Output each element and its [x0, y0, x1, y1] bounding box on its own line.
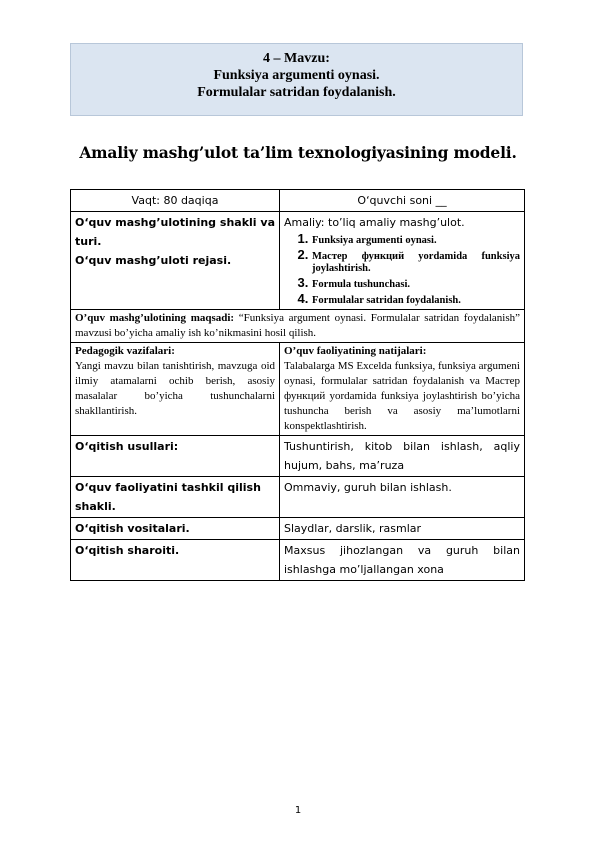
- topic-line-1: Funksiya argumenti oynasi.: [213, 68, 380, 83]
- row-label: O‘quv faoliyatini tashkil qilish shakli.: [71, 477, 280, 518]
- form-value-cell: [280, 212, 525, 310]
- form-label-cell: [71, 212, 280, 310]
- results-cell: [280, 343, 525, 436]
- table-row: [71, 540, 525, 581]
- table-row: [71, 477, 525, 518]
- results-label: O’quv faoliyatining natijalari:: [284, 345, 427, 357]
- list-item: 4. Formulalar satridan foydalanish.: [312, 293, 520, 307]
- lesson-model-table: [70, 189, 525, 581]
- table-row-form: [71, 212, 525, 310]
- form-value: Amaliy: to’liq amaliy mashg’ulot.: [284, 216, 465, 229]
- time-cell: Vaqt: 80 daqiqa: [71, 190, 280, 212]
- table-row-tasks: [71, 343, 525, 436]
- goal-text: “Funksiya argument oynasi. Formulalar satridan foydalanish” mavzusi bo’yicha amaliy ish ko’nikmasini hosil qilish.: [75, 312, 520, 339]
- list-item: 2. Мастер функций yordamida funksiya joylashtirish.: [312, 249, 520, 275]
- form-type-label: O‘quv mashg’ulotining shakli va turi.: [75, 216, 275, 248]
- goal-label: O’quv mashg’ulotining maqsadi:: [75, 312, 235, 324]
- table-row: [71, 518, 525, 540]
- table-row: [71, 436, 525, 477]
- plan-label: O‘quv mashg’uloti rejasi.: [75, 254, 232, 267]
- table-row-header: [71, 190, 525, 212]
- row-value: Maxsus jihozlangan va guruh bilan ishlashga mo’ljallangan xona: [280, 540, 525, 581]
- pedagogic-text: Yangi mavzu bilan tanishtirish, mavzuga oid ilmiy atamalarni ochib berish, asosiy masalalar bo’yicha tushunchalarni shakllantirish.: [75, 360, 275, 417]
- pedagogic-cell: [71, 343, 280, 436]
- table-row-goal: [71, 310, 525, 343]
- goal-cell: [71, 310, 525, 343]
- model-title: Amaliy mashg’ulot ta’lim texnologiyasining modeli.: [79, 143, 517, 162]
- row-label: O‘qitish usullari:: [71, 436, 280, 477]
- topic-number: 4 – Mavzu:: [263, 51, 330, 66]
- plan-list: [284, 233, 520, 307]
- topic-line-2: Formulalar satridan foydalanish.: [197, 85, 396, 100]
- list-item: 1. Funksiya argumenti oynasi.: [312, 233, 520, 247]
- row-value: Tushuntirish, kitob bilan ishlash, aqliy hujum, bahs, ma’ruza: [280, 436, 525, 477]
- students-cell: O‘quvchi soni __: [280, 190, 525, 212]
- row-value: Ommaviy, guruh bilan ishlash.: [280, 477, 525, 518]
- list-item: 3. Formula tushunchasi.: [312, 277, 520, 291]
- pedagogic-label: Pedagogik vazifalari:: [75, 345, 175, 357]
- page-number: 1: [294, 805, 302, 816]
- row-value: Slaydlar, darslik, rasmlar: [280, 518, 525, 540]
- topic-header-box: [70, 43, 523, 116]
- row-label: O‘qitish vositalari.: [71, 518, 280, 540]
- results-text: Talabalarga MS Excelda funksiya, funksiya argumeni oynasi, formulalar satridan foydalanish va Мастер функций yordamida funksiya joylashtirish bo’yicha tushuncha berish va asosiy ma’lumotlarni konspektlashtirish.: [284, 360, 520, 432]
- row-label: O‘qitish sharoiti.: [71, 540, 280, 581]
